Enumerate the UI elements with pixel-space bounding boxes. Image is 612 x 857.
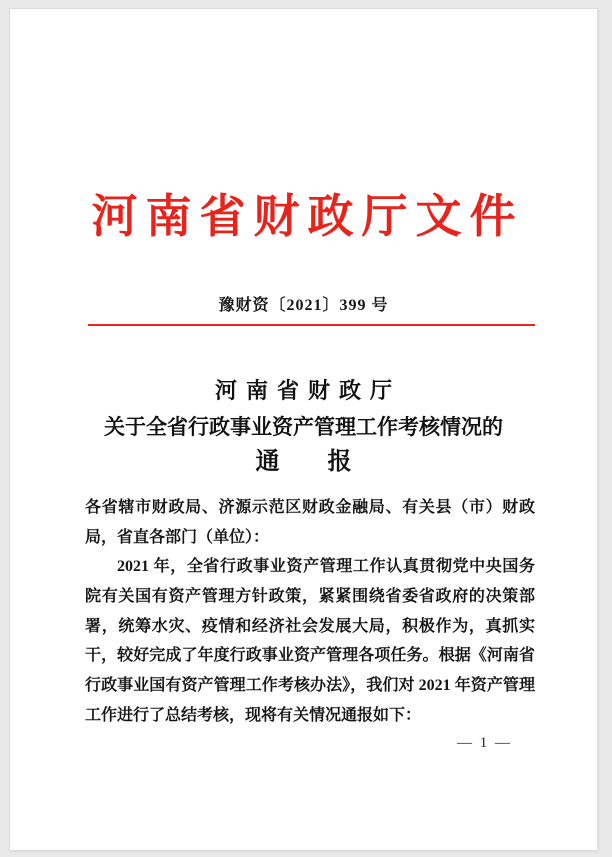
title-subject-line: 关于全省行政事业资产管理工作考核情况的 xyxy=(104,415,503,439)
body-line: 工作进行了总结考核，现将有关情况通报如下： xyxy=(85,706,422,724)
title-issuer-line: 河南省财政厅 xyxy=(214,378,401,403)
document-page xyxy=(10,9,597,850)
body-line: 各省辖市财政局、济源示范区财政金融局、有关县（市）财政 xyxy=(85,499,535,516)
red-separator-line xyxy=(88,324,535,326)
body-line: 署，统筹水灾、疫情和经济社会发展大局，积极作为，真抓实 xyxy=(85,617,535,635)
body-line: 局，省直各部门（单位）： xyxy=(85,528,270,546)
body-line: 干，较好完成了年度行政事业资产管理各项任务。根据《河南省 xyxy=(85,647,535,665)
document-number: 豫财资〔2021〕399 号 xyxy=(218,297,389,314)
red-letterhead-title: 河南省财政厅文件 xyxy=(91,191,524,242)
title-type-line: 通 报 xyxy=(255,449,352,475)
document-body xyxy=(85,493,535,731)
page-number: — 1 — xyxy=(457,735,512,751)
body-line: 院有关国有资产管理方针政策，紧紧围绕省委省政府的决策部 xyxy=(85,588,535,606)
body-line: 行政事业国有资产管理工作考核办法》，我们对 2021 年资产管理 xyxy=(85,677,535,695)
body-line: 2021 年，全省行政事业资产管理工作认真贯彻党中央国务 xyxy=(117,558,535,576)
